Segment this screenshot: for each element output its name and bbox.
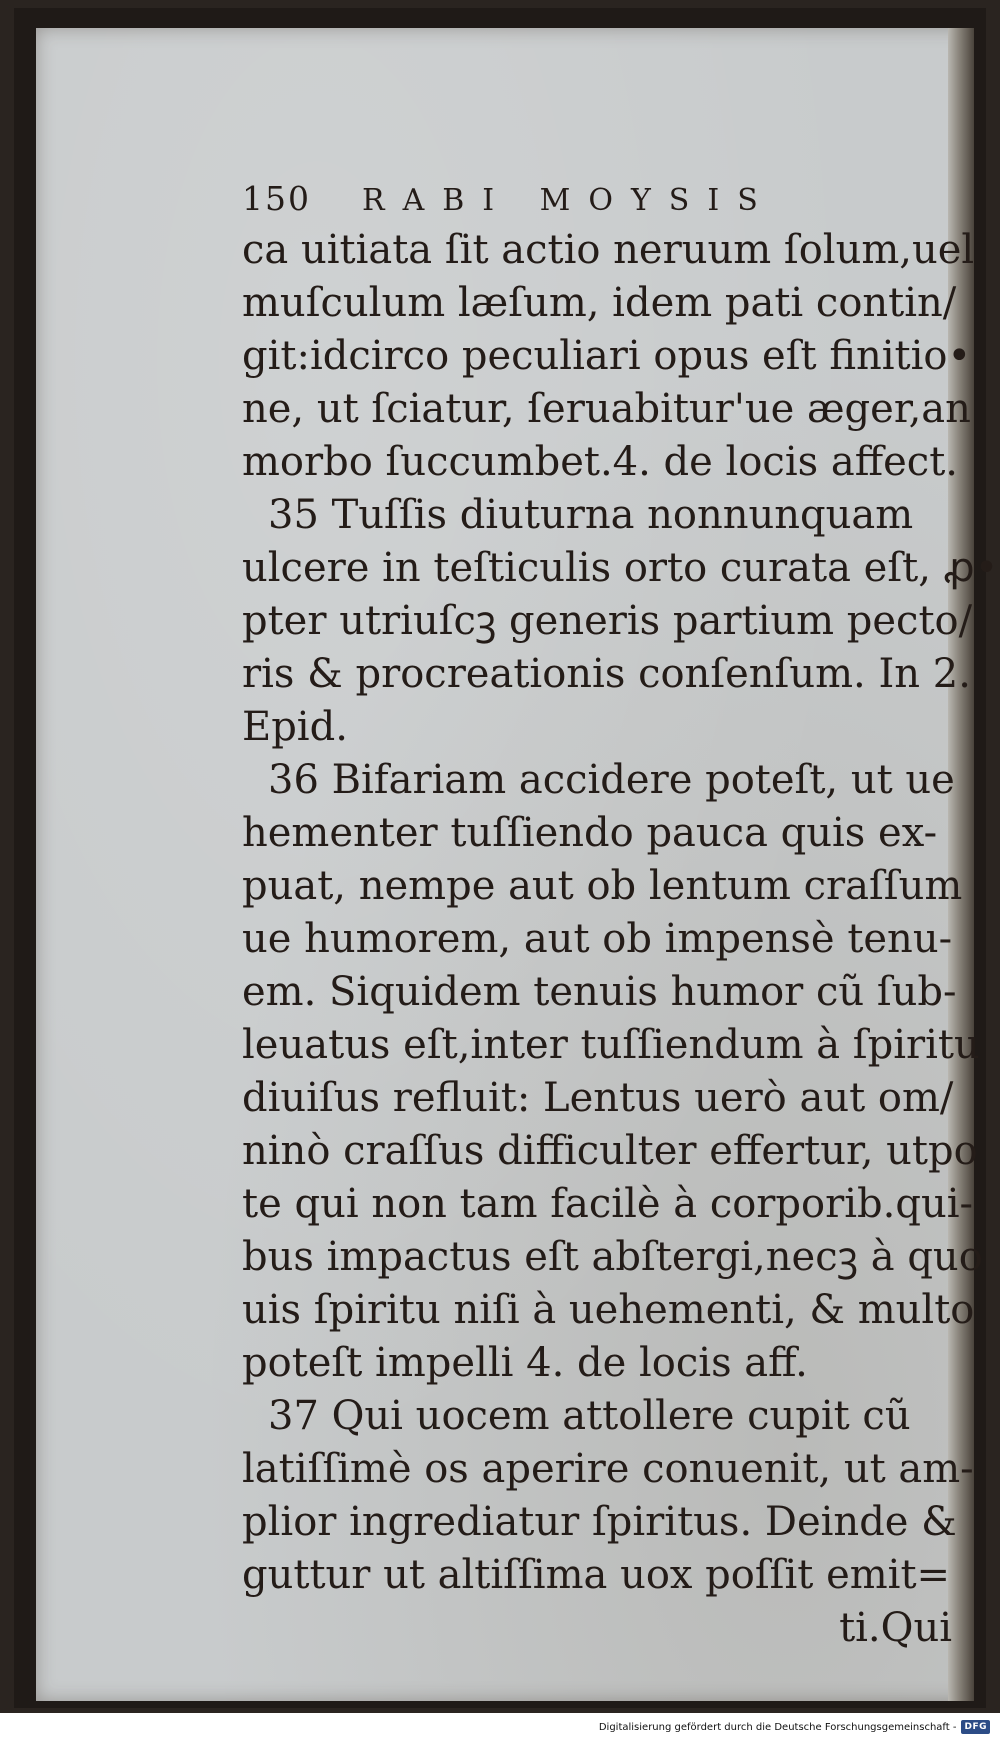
text-line: Epid. — [242, 704, 348, 750]
text-line: uis ſpiritu niſi à uehementi, & multo — [242, 1287, 975, 1333]
text-line: ninò craſſus difficulter effertur, utpo — [242, 1128, 978, 1174]
text-line: ca uitiata ſit actio neruum ſolum,uel — [242, 227, 975, 273]
running-head — [242, 172, 972, 224]
text-line: bus impactus eſt abſtergi,necꝫ à quo — [242, 1234, 983, 1280]
dfg-logo: DFG — [961, 1720, 990, 1734]
text-line: muſculum læſum, idem pati contin/ — [242, 280, 957, 326]
text-line: pter utriuſcꝫ generis partium pecto/ — [242, 598, 973, 644]
text-line: 36 Bifariam accidere poteſt, ut ue — [268, 757, 955, 803]
text-line: leuatus eſt,inter tuſſiendum à ſpiritu — [242, 1022, 980, 1068]
running-head-title: RABI MOYSIS — [362, 183, 776, 218]
text-line: latiſſimè os aperire conuenit, ut am- — [242, 1446, 974, 1492]
text-line: ue humorem, aut ob impensè tenu- — [242, 916, 953, 962]
text-line: te qui non tam facilè à corporib.qui- — [242, 1181, 974, 1227]
text-line: git:idcirco peculiari opus eſt finitio• — [242, 333, 972, 379]
page-number: 150 — [242, 179, 311, 218]
text-line: hementer tuſſiendo pauca quis ex- — [242, 810, 938, 856]
text-line: ulcere in teſticulis orto curata eſt, ꝓ• — [242, 545, 999, 591]
page-text-block — [242, 172, 999, 1655]
text-line: em. Siquidem tenuis humor cũ ſub- — [242, 969, 957, 1015]
text-line: 37 Qui uocem attollere cupit cũ — [268, 1393, 911, 1439]
text-line: poteſt impelli 4. de locis aff. — [242, 1340, 808, 1386]
text-line: morbo ſuccumbet.4. de locis affect. — [242, 439, 958, 485]
text-line: diuiſus refluit: Lentus uerò aut om/ — [242, 1075, 954, 1121]
catchword: ti.Qui — [839, 1605, 952, 1651]
text-line: guttur ut altiſſima uox poſſit emit= — [242, 1552, 951, 1598]
text-line: plior ingrediatur ſpiritus. Deinde & — [242, 1499, 957, 1545]
text-line: ne, ut ſciatur, ſeruabitur'ue æger,an — [242, 386, 971, 432]
text-line: 35 Tuſſis diuturna nonnunquam — [268, 492, 914, 538]
text-line: ris & procreationis conſenſum. In 2. — [242, 651, 971, 697]
footer-credit-text: Digitalisierung gefördert durch die Deutsche Forschungsgemeinschaft - — [598, 1721, 957, 1733]
text-line: puat, nempe aut ob lentum craſſum — [242, 863, 963, 909]
digitization-footer — [0, 1713, 1000, 1741]
